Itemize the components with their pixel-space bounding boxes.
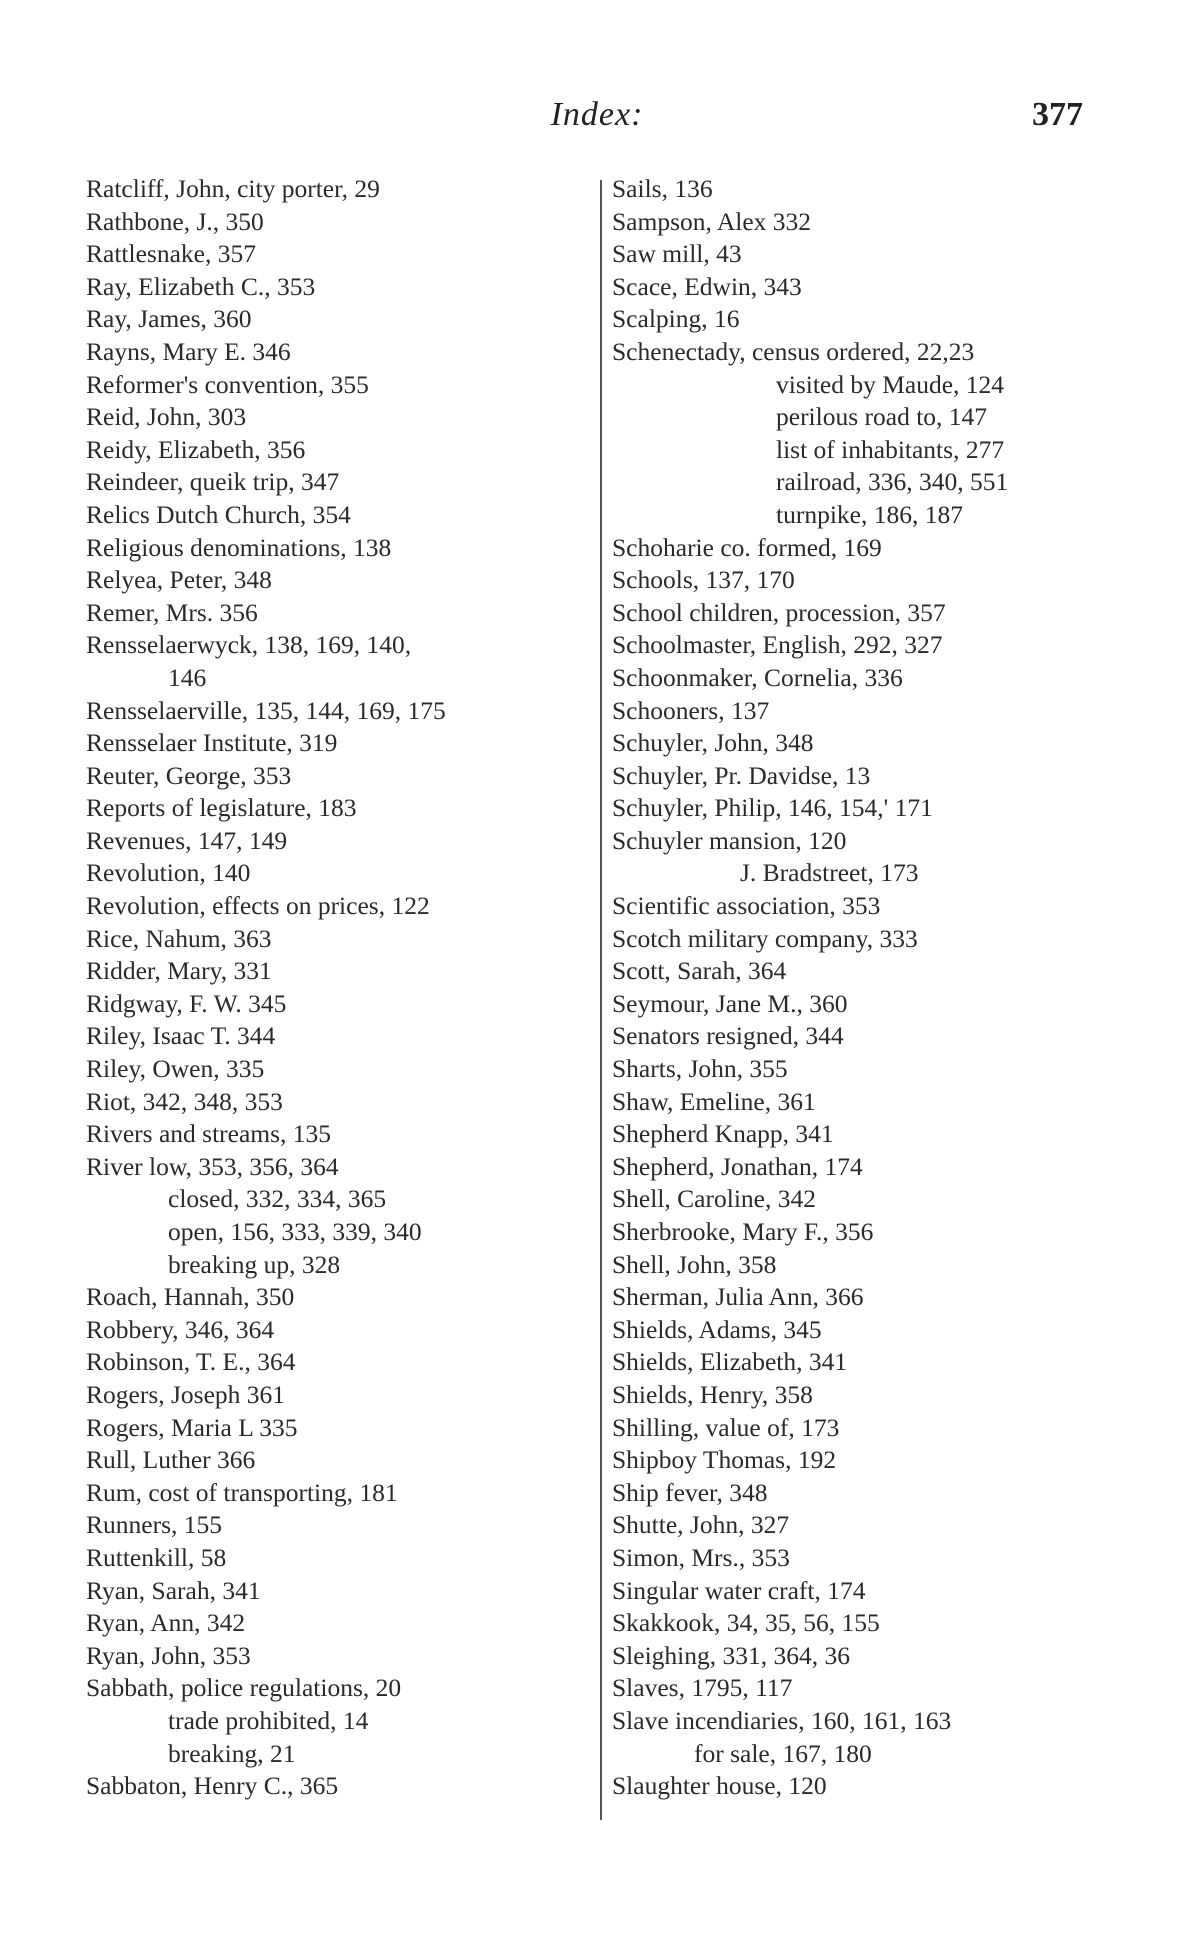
index-subentry: for sale, 167, 180 bbox=[694, 1738, 872, 1768]
index-entry: Religious denominations, 138 bbox=[86, 532, 392, 562]
index-entry: Sleighing, 331, 364, 36 bbox=[612, 1640, 851, 1670]
index-entry: Riot, 342, 348, 353 bbox=[86, 1086, 283, 1116]
index-subentry: perilous road to, 147 bbox=[776, 402, 988, 432]
index-subentry: breaking, 21 bbox=[168, 1738, 296, 1768]
index-entry: Reformer's convention, 355 bbox=[86, 369, 369, 399]
index-entry: Riley, Owen, 335 bbox=[86, 1054, 265, 1084]
index-entry: Revolution, effects on prices, 122 bbox=[86, 891, 430, 921]
index-entry: Shipboy Thomas, 192 bbox=[612, 1445, 837, 1475]
index-entry: Schuyler mansion, 120 bbox=[612, 825, 847, 855]
index-entry: River low, 353, 356, 364 bbox=[86, 1151, 339, 1181]
index-entry: Rull, Luther 366 bbox=[86, 1445, 256, 1475]
index-entry: Schoonmaker, Cornelia, 336 bbox=[612, 662, 903, 692]
index-entry: Shell, John, 358 bbox=[612, 1249, 777, 1279]
index-entry: Reid, John, 303 bbox=[86, 402, 247, 432]
index-entry: Revenues, 147, 149 bbox=[86, 825, 288, 855]
index-entry: Ridder, Mary, 331 bbox=[86, 956, 272, 986]
index-entry: Shilling, value of, 173 bbox=[612, 1412, 840, 1442]
index-entry: Ray, James, 360 bbox=[86, 304, 252, 334]
index-subentry: turnpike, 186, 187 bbox=[776, 499, 963, 529]
index-entry: Schenectady, census ordered, 22,23 bbox=[612, 336, 975, 366]
index-entry: Ryan, John, 353 bbox=[86, 1640, 251, 1670]
index-entry: Scalping, 16 bbox=[612, 304, 740, 334]
index-entry: Schooners, 137 bbox=[612, 695, 770, 725]
index-entry: Relics Dutch Church, 354 bbox=[86, 499, 351, 529]
index-entry: Shields, Elizabeth, 341 bbox=[612, 1347, 848, 1377]
index-column-left bbox=[86, 173, 596, 1803]
index-entry: Sherbrooke, Mary F., 356 bbox=[612, 1217, 874, 1246]
index-subentry: J. Bradstreet, 173 bbox=[740, 858, 919, 888]
index-entry: Robbery, 346, 364 bbox=[86, 1314, 275, 1344]
index-entry: Rensselaer Institute, 319 bbox=[86, 728, 338, 758]
index-entry: Reports of legislature, 183 bbox=[86, 793, 357, 823]
index-entry: Scientific association, 353 bbox=[612, 891, 881, 921]
index-entry: Sharts, John, 355 bbox=[612, 1054, 788, 1084]
index-entry: Reidy, Elizabeth, 356 bbox=[86, 434, 306, 464]
index-subentry: list of inhabitants, 277 bbox=[776, 434, 1005, 464]
index-entry: Rum, cost of transporting, 181 bbox=[86, 1477, 398, 1507]
index-subentry: open, 156, 333, 339, 340 bbox=[168, 1217, 422, 1246]
index-subentry: visited by Maude, 124 bbox=[776, 369, 1005, 399]
index-entry: Scott, Sarah, 364 bbox=[612, 956, 787, 986]
index-entry: Ridgway, F. W. 345 bbox=[86, 988, 287, 1018]
index-entry: Simon, Mrs., 353 bbox=[612, 1542, 790, 1572]
index-subentry: railroad, 336, 340, 551 bbox=[776, 467, 1009, 497]
index-entry: Skakkook, 34, 35, 56, 155 bbox=[612, 1608, 880, 1638]
index-entry: Ray, Elizabeth C., 353 bbox=[86, 271, 316, 301]
index-entry: Sampson, Alex 332 bbox=[612, 206, 812, 236]
column-divider bbox=[600, 180, 602, 1820]
index-entry: Scace, Edwin, 343 bbox=[612, 271, 802, 301]
index-entry: Relyea, Peter, 348 bbox=[86, 565, 272, 595]
index-entry: Rensselaerwyck, 138, 169, 140, bbox=[86, 630, 412, 660]
index-entry: Schools, 137, 170 bbox=[612, 565, 795, 595]
index-entry: Slaves, 1795, 117 bbox=[612, 1673, 793, 1703]
index-entry: Rice, Nahum, 363 bbox=[86, 923, 272, 953]
index-entry: Slave incendiaries, 160, 161, 163 bbox=[612, 1705, 952, 1735]
index-entry: Schuyler, Philip, 146, 154,' 171 bbox=[612, 793, 933, 823]
index-entry: Schuyler, Pr. Davidse, 13 bbox=[612, 760, 871, 790]
index-entry: Reindeer, queik trip, 347 bbox=[86, 467, 340, 497]
index-entry: Shepherd Knapp, 341 bbox=[612, 1119, 834, 1149]
index-entry: Riley, Isaac T. 344 bbox=[86, 1021, 276, 1051]
index-column-right bbox=[612, 173, 1132, 1803]
index-entry: School children, procession, 357 bbox=[612, 597, 946, 627]
index-entry: Revolution, 140 bbox=[86, 858, 251, 888]
index-entry: Schoharie co. formed, 169 bbox=[612, 532, 882, 562]
index-subentry: breaking up, 328 bbox=[168, 1249, 341, 1279]
index-entry: Robinson, T. E., 364 bbox=[86, 1347, 296, 1377]
index-subentry: closed, 332, 334, 365 bbox=[168, 1184, 387, 1214]
index-entry: Ruttenkill, 58 bbox=[86, 1542, 227, 1572]
page-header-title: Index: bbox=[550, 96, 644, 133]
index-entry: Reuter, George, 353 bbox=[86, 760, 292, 790]
index-entry: Shell, Caroline, 342 bbox=[612, 1184, 816, 1214]
index-entry: Shutte, John, 327 bbox=[612, 1510, 790, 1540]
index-entry: Sherman, Julia Ann, 366 bbox=[612, 1282, 864, 1312]
index-entry: Sails, 136 bbox=[612, 174, 713, 203]
index-entry: Slaughter house, 120 bbox=[612, 1771, 827, 1801]
index-entry: Shields, Henry, 358 bbox=[612, 1379, 813, 1409]
index-entry: Runners, 155 bbox=[86, 1510, 222, 1540]
index-entry: Roach, Hannah, 350 bbox=[86, 1282, 295, 1312]
index-entry: Remer, Mrs. 356 bbox=[86, 597, 258, 627]
index-entry: Shields, Adams, 345 bbox=[612, 1314, 822, 1344]
page-number: 377 bbox=[1032, 96, 1083, 133]
index-entry: Seymour, Jane M., 360 bbox=[612, 988, 848, 1018]
index-entry: Saw mill, 43 bbox=[612, 239, 742, 269]
index-entry: Ship fever, 348 bbox=[612, 1477, 768, 1507]
index-entry: Sabbath, police regulations, 20 bbox=[86, 1673, 402, 1703]
index-entry: Singular water craft, 174 bbox=[612, 1575, 866, 1605]
index-entry: Scotch military company, 333 bbox=[612, 923, 918, 953]
index-entry: Ryan, Ann, 342 bbox=[86, 1608, 246, 1638]
index-entry: Shaw, Emeline, 361 bbox=[612, 1086, 816, 1116]
index-entry-continuation: 146 bbox=[168, 662, 207, 692]
index-entry: Ratcliff, John, city porter, 29 bbox=[86, 174, 380, 203]
index-entry: Rattlesnake, 357 bbox=[86, 239, 256, 269]
index-entry: Rogers, Joseph 361 bbox=[86, 1379, 286, 1409]
index-entry: Rogers, Maria L 335 bbox=[86, 1412, 298, 1442]
index-entry: Rayns, Mary E. 346 bbox=[86, 336, 291, 366]
index-entry: Rathbone, J., 350 bbox=[86, 206, 264, 236]
index-entry: Shepherd, Jonathan, 174 bbox=[612, 1151, 863, 1181]
index-entry: Schuyler, John, 348 bbox=[612, 728, 814, 758]
index-entry: Sabbaton, Henry C., 365 bbox=[86, 1771, 339, 1801]
index-subentry: trade prohibited, 14 bbox=[168, 1705, 369, 1735]
index-entry: Senators resigned, 344 bbox=[612, 1021, 844, 1051]
index-entry: Rensselaerville, 135, 144, 169, 175 bbox=[86, 695, 446, 725]
index-entry: Schoolmaster, English, 292, 327 bbox=[612, 630, 943, 660]
index-entry: Ryan, Sarah, 341 bbox=[86, 1575, 261, 1605]
index-entry: Rivers and streams, 135 bbox=[86, 1119, 332, 1149]
